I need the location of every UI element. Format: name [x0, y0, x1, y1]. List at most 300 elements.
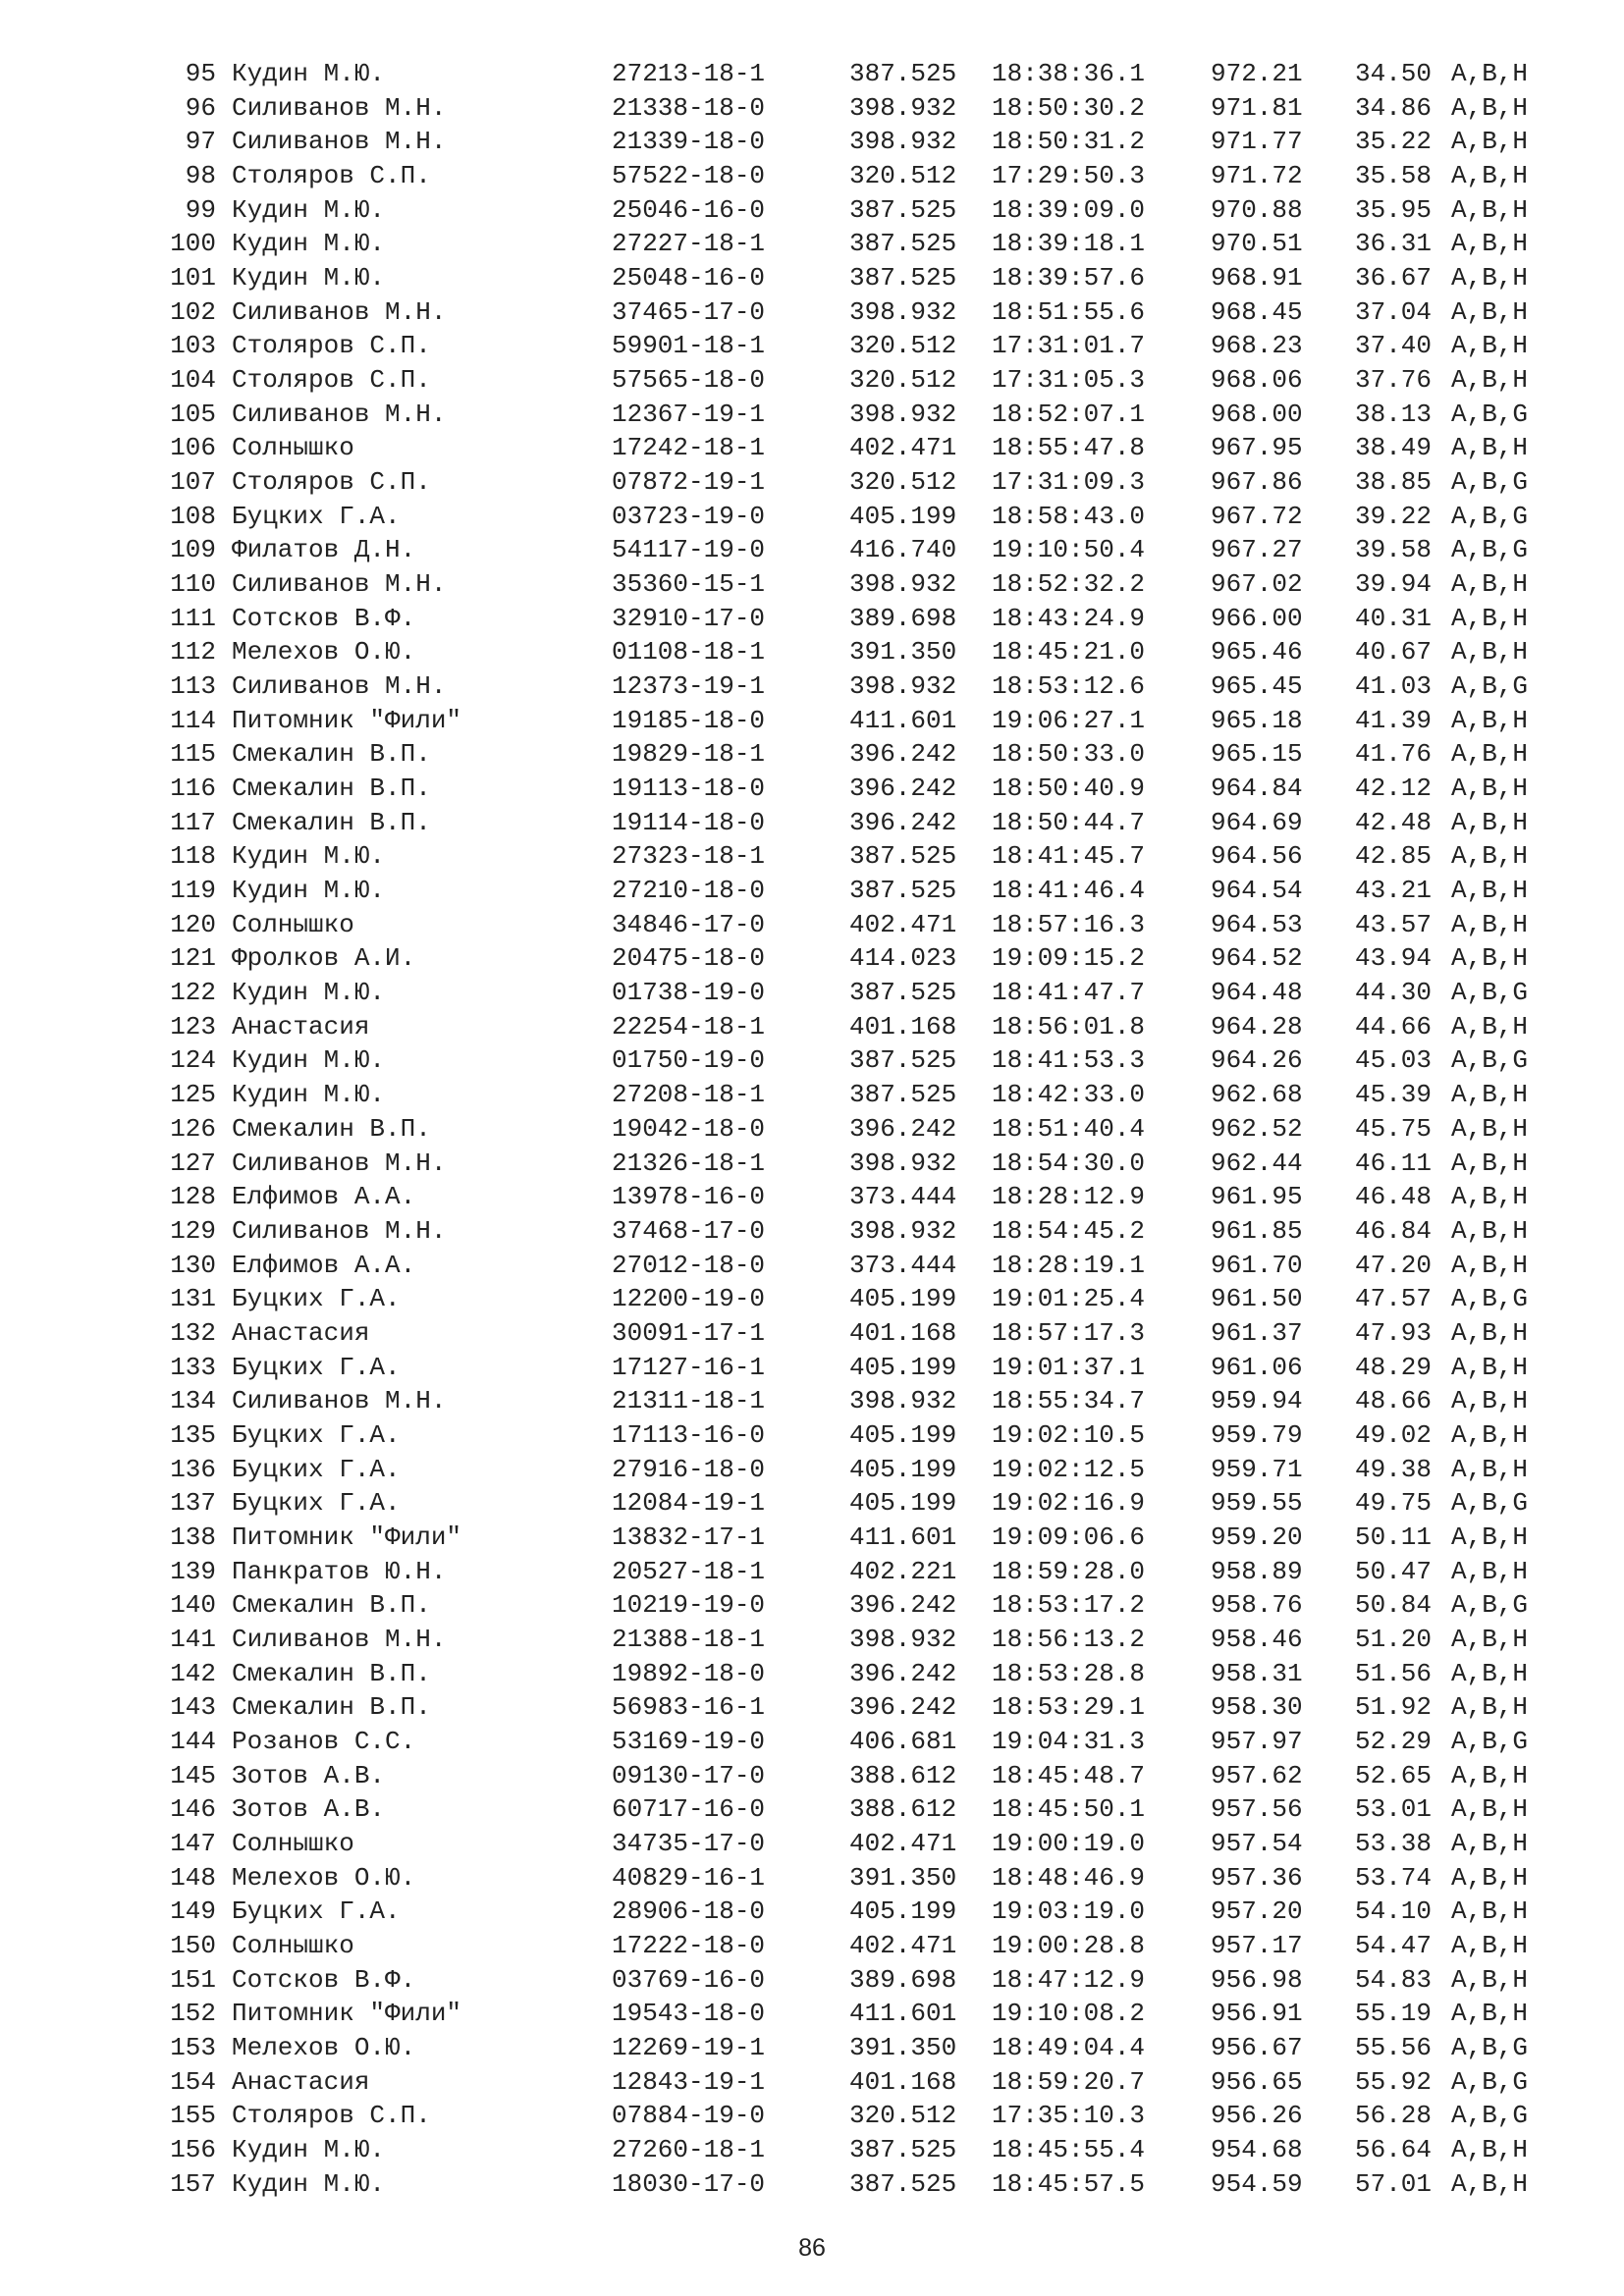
- cell-rank: 154: [170, 2066, 216, 2097]
- cell-percent: 50.11: [1355, 1522, 1433, 1552]
- cell-classes: A,B,H: [1451, 1828, 1529, 1858]
- cell-rank: 112: [170, 637, 216, 667]
- cell-speed: 962.44: [1211, 1148, 1303, 1178]
- cell-speed: 961.70: [1211, 1250, 1303, 1280]
- cell-ring-number: 01738-19-0: [612, 978, 766, 1008]
- cell-ring-number: 27012-18-0: [612, 1250, 766, 1280]
- cell-speed: 964.69: [1211, 807, 1303, 837]
- cell-speed: 957.97: [1211, 1726, 1303, 1756]
- cell-speed: 966.00: [1211, 603, 1303, 633]
- cell-owner-name: Смекалин В.П.: [232, 807, 431, 837]
- cell-arrival-time: 19:00:28.8: [992, 1930, 1146, 1960]
- cell-owner-name: Кудин М.Ю.: [232, 978, 386, 1008]
- cell-speed: 959.71: [1211, 1454, 1303, 1484]
- cell-classes: A,B,H: [1451, 909, 1529, 939]
- cell-owner-name: Буцких Г.А.: [232, 1896, 401, 1927]
- cell-distance: 405.199: [849, 1284, 957, 1314]
- cell-arrival-time: 18:55:47.8: [992, 433, 1146, 463]
- cell-percent: 42.48: [1355, 807, 1433, 837]
- cell-owner-name: Мелехов О.Ю.: [232, 2032, 416, 2062]
- cell-percent: 37.76: [1355, 365, 1433, 396]
- cell-arrival-time: 18:41:45.7: [992, 841, 1146, 872]
- cell-speed: 956.91: [1211, 1999, 1303, 2029]
- cell-rank: 101: [170, 263, 216, 294]
- cell-distance: 405.199: [849, 1454, 957, 1484]
- cell-arrival-time: 18:39:09.0: [992, 194, 1146, 225]
- cell-rank: 142: [170, 1658, 216, 1688]
- table-row: [0, 398, 1624, 432]
- cell-owner-name: Буцких Г.А.: [232, 501, 401, 531]
- cell-speed: 958.76: [1211, 1590, 1303, 1621]
- table-row: [0, 1623, 1624, 1657]
- cell-percent: 53.74: [1355, 1862, 1433, 1893]
- cell-percent: 36.31: [1355, 229, 1433, 259]
- cell-rank: 125: [170, 1080, 216, 1110]
- cell-rank: 143: [170, 1692, 216, 1723]
- cell-ring-number: 19185-18-0: [612, 705, 766, 735]
- cell-ring-number: 34846-17-0: [612, 909, 766, 939]
- cell-ring-number: 21311-18-1: [612, 1386, 766, 1416]
- cell-distance: 398.932: [849, 1148, 957, 1178]
- cell-speed: 954.68: [1211, 2134, 1303, 2164]
- cell-arrival-time: 19:01:25.4: [992, 1284, 1146, 1314]
- cell-rank: 98: [185, 161, 216, 191]
- cell-ring-number: 25046-16-0: [612, 194, 766, 225]
- cell-classes: A,B,H: [1451, 263, 1529, 294]
- cell-classes: A,B,H: [1451, 1352, 1529, 1382]
- cell-ring-number: 32910-17-0: [612, 603, 766, 633]
- cell-owner-name: Буцких Г.А.: [232, 1454, 401, 1484]
- cell-rank: 139: [170, 1556, 216, 1586]
- cell-owner-name: Кудин М.Ю.: [232, 194, 386, 225]
- cell-owner-name: Буцких Г.А.: [232, 1352, 401, 1382]
- cell-ring-number: 27208-18-1: [612, 1080, 766, 1110]
- cell-distance: 405.199: [849, 1896, 957, 1927]
- cell-classes: A,B,H: [1451, 194, 1529, 225]
- cell-ring-number: 59901-18-1: [612, 331, 766, 361]
- cell-distance: 414.023: [849, 943, 957, 974]
- cell-arrival-time: 18:53:29.1: [992, 1692, 1146, 1723]
- table-row: [0, 1112, 1624, 1147]
- cell-distance: 398.932: [849, 1215, 957, 1246]
- cell-percent: 39.94: [1355, 569, 1433, 600]
- cell-rank: 108: [170, 501, 216, 531]
- cell-owner-name: Столяров С.П.: [232, 2101, 431, 2131]
- cell-ring-number: 17113-16-0: [612, 1419, 766, 1450]
- cell-distance: 391.350: [849, 1862, 957, 1893]
- cell-arrival-time: 19:03:19.0: [992, 1896, 1146, 1927]
- cell-percent: 38.49: [1355, 433, 1433, 463]
- cell-arrival-time: 19:02:10.5: [992, 1419, 1146, 1450]
- table-row: [0, 1316, 1624, 1351]
- cell-distance: 411.601: [849, 705, 957, 735]
- cell-distance: 398.932: [849, 1624, 957, 1654]
- table-row: [0, 1521, 1624, 1555]
- cell-owner-name: Сотсков В.Ф.: [232, 603, 416, 633]
- cell-arrival-time: 18:50:31.2: [992, 127, 1146, 157]
- table-row: [0, 227, 1624, 261]
- cell-arrival-time: 18:52:32.2: [992, 569, 1146, 600]
- cell-arrival-time: 18:39:57.6: [992, 263, 1146, 294]
- table-row: [0, 1282, 1624, 1316]
- cell-percent: 49.02: [1355, 1419, 1433, 1450]
- table-row: [0, 976, 1624, 1010]
- cell-owner-name: Панкратов Ю.Н.: [232, 1556, 447, 1586]
- cell-speed: 968.91: [1211, 263, 1303, 294]
- cell-distance: 320.512: [849, 161, 957, 191]
- cell-percent: 47.93: [1355, 1317, 1433, 1348]
- cell-distance: 320.512: [849, 365, 957, 396]
- cell-speed: 967.02: [1211, 569, 1303, 600]
- cell-ring-number: 53169-19-0: [612, 1726, 766, 1756]
- cell-rank: 95: [185, 59, 216, 88]
- cell-ring-number: 03723-19-0: [612, 501, 766, 531]
- cell-ring-number: 54117-19-0: [612, 535, 766, 565]
- cell-owner-name: Смекалин В.П.: [232, 1113, 431, 1144]
- cell-owner-name: Силиванов М.Н.: [232, 1148, 447, 1178]
- cell-percent: 36.67: [1355, 263, 1433, 294]
- cell-distance: 398.932: [849, 569, 957, 600]
- cell-speed: 972.21: [1211, 59, 1303, 88]
- table-row: [0, 1588, 1624, 1623]
- cell-rank: 152: [170, 1999, 216, 2029]
- cell-percent: 41.76: [1355, 739, 1433, 770]
- cell-arrival-time: 18:57:16.3: [992, 909, 1146, 939]
- table-row: [0, 1180, 1624, 1214]
- cell-percent: 54.47: [1355, 1930, 1433, 1960]
- table-row: [0, 1997, 1624, 2031]
- cell-owner-name: Зотов А.В.: [232, 1794, 386, 1825]
- cell-rank: 147: [170, 1828, 216, 1858]
- cell-ring-number: 35360-15-1: [612, 569, 766, 600]
- cell-owner-name: Силиванов М.Н.: [232, 92, 447, 123]
- table-row: [0, 2133, 1624, 2167]
- table-row: [0, 329, 1624, 363]
- cell-ring-number: 12373-19-1: [612, 671, 766, 702]
- cell-speed: 956.65: [1211, 2066, 1303, 2097]
- table-row: [0, 125, 1624, 159]
- cell-rank: 136: [170, 1454, 216, 1484]
- table-row: [0, 2065, 1624, 2100]
- cell-speed: 961.50: [1211, 1284, 1303, 1314]
- cell-ring-number: 12084-19-1: [612, 1488, 766, 1519]
- cell-owner-name: Смекалин В.П.: [232, 1692, 431, 1723]
- cell-owner-name: Смекалин В.П.: [232, 739, 431, 770]
- cell-distance: 396.242: [849, 1113, 957, 1144]
- cell-distance: 387.525: [849, 2134, 957, 2164]
- table-row: [0, 1861, 1624, 1896]
- cell-percent: 43.57: [1355, 909, 1433, 939]
- cell-ring-number: 21388-18-1: [612, 1624, 766, 1654]
- cell-arrival-time: 18:50:44.7: [992, 807, 1146, 837]
- cell-arrival-time: 18:53:17.2: [992, 1590, 1146, 1621]
- cell-classes: A,B,H: [1451, 1692, 1529, 1723]
- cell-owner-name: Буцких Г.А.: [232, 1284, 401, 1314]
- table-row: [0, 2031, 1624, 2065]
- cell-ring-number: 18030-17-0: [612, 2168, 766, 2199]
- cell-owner-name: Кудин М.Ю.: [232, 59, 386, 88]
- cell-rank: 157: [170, 2168, 216, 2199]
- cell-speed: 957.36: [1211, 1862, 1303, 1893]
- cell-arrival-time: 18:53:12.6: [992, 671, 1146, 702]
- cell-arrival-time: 17:35:10.3: [992, 2101, 1146, 2131]
- cell-ring-number: 30091-17-1: [612, 1317, 766, 1348]
- cell-rank: 116: [170, 774, 216, 804]
- cell-percent: 46.48: [1355, 1182, 1433, 1212]
- cell-percent: 41.03: [1355, 671, 1433, 702]
- cell-arrival-time: 18:38:36.1: [992, 59, 1146, 88]
- cell-arrival-time: 18:50:33.0: [992, 739, 1146, 770]
- cell-distance: 396.242: [849, 774, 957, 804]
- cell-owner-name: Питомник "Фили": [232, 1522, 462, 1552]
- cell-ring-number: 19543-18-0: [612, 1999, 766, 2029]
- cell-rank: 153: [170, 2032, 216, 2062]
- cell-owner-name: Кудин М.Ю.: [232, 841, 386, 872]
- cell-classes: A,B,H: [1451, 127, 1529, 157]
- cell-distance: 373.444: [849, 1250, 957, 1280]
- cell-owner-name: Елфимов А.А.: [232, 1250, 416, 1280]
- cell-classes: A,B,G: [1451, 671, 1529, 702]
- cell-rank: 105: [170, 399, 216, 429]
- cell-rank: 133: [170, 1352, 216, 1382]
- cell-classes: A,B,H: [1451, 943, 1529, 974]
- cell-percent: 35.95: [1355, 194, 1433, 225]
- cell-owner-name: Буцких Г.А.: [232, 1488, 401, 1519]
- cell-speed: 968.23: [1211, 331, 1303, 361]
- cell-speed: 962.68: [1211, 1080, 1303, 1110]
- cell-owner-name: Кудин М.Ю.: [232, 2134, 386, 2164]
- cell-speed: 964.48: [1211, 978, 1303, 1008]
- cell-distance: 398.932: [849, 92, 957, 123]
- cell-ring-number: 09130-17-0: [612, 1760, 766, 1790]
- cell-speed: 964.26: [1211, 1045, 1303, 1076]
- cell-owner-name: Солнышко: [232, 433, 354, 463]
- cell-ring-number: 57565-18-0: [612, 365, 766, 396]
- cell-classes: A,B,H: [1451, 637, 1529, 667]
- cell-ring-number: 28906-18-0: [612, 1896, 766, 1927]
- cell-classes: A,B,H: [1451, 1624, 1529, 1654]
- cell-classes: A,B,G: [1451, 1045, 1529, 1076]
- table-row: [0, 465, 1624, 500]
- cell-percent: 56.28: [1355, 2101, 1433, 2131]
- cell-ring-number: 12269-19-1: [612, 2032, 766, 2062]
- cell-distance: 406.681: [849, 1726, 957, 1756]
- cell-arrival-time: 18:43:24.9: [992, 603, 1146, 633]
- cell-percent: 38.85: [1355, 467, 1433, 498]
- cell-classes: A,B,H: [1451, 161, 1529, 191]
- table-row: [0, 1486, 1624, 1521]
- cell-percent: 38.13: [1355, 399, 1433, 429]
- cell-speed: 956.67: [1211, 2032, 1303, 2062]
- cell-ring-number: 19114-18-0: [612, 807, 766, 837]
- cell-rank: 99: [185, 194, 216, 225]
- cell-ring-number: 12843-19-1: [612, 2066, 766, 2097]
- cell-ring-number: 21339-18-0: [612, 127, 766, 157]
- cell-owner-name: Силиванов М.Н.: [232, 296, 447, 327]
- cell-owner-name: Силиванов М.Н.: [232, 1624, 447, 1654]
- cell-speed: 958.46: [1211, 1624, 1303, 1654]
- cell-percent: 54.10: [1355, 1896, 1433, 1927]
- table-row: [0, 1759, 1624, 1793]
- cell-arrival-time: 17:31:01.7: [992, 331, 1146, 361]
- table-row: [0, 1384, 1624, 1418]
- cell-percent: 55.92: [1355, 2066, 1433, 2097]
- table-row: [0, 1827, 1624, 1861]
- table-row: [0, 737, 1624, 772]
- cell-ring-number: 57522-18-0: [612, 161, 766, 191]
- cell-owner-name: Кудин М.Ю.: [232, 2168, 386, 2199]
- cell-classes: A,B,H: [1451, 1182, 1529, 1212]
- cell-speed: 965.18: [1211, 705, 1303, 735]
- cell-ring-number: 12200-19-0: [612, 1284, 766, 1314]
- cell-percent: 45.75: [1355, 1113, 1433, 1144]
- cell-rank: 107: [170, 467, 216, 498]
- cell-arrival-time: 17:29:50.3: [992, 161, 1146, 191]
- cell-owner-name: Буцких Г.А.: [232, 1419, 401, 1450]
- cell-classes: A,B,G: [1451, 978, 1529, 1008]
- cell-owner-name: Солнышко: [232, 1828, 354, 1858]
- cell-classes: A,B,H: [1451, 1011, 1529, 1041]
- cell-rank: 144: [170, 1726, 216, 1756]
- cell-arrival-time: 18:39:18.1: [992, 229, 1146, 259]
- cell-percent: 48.29: [1355, 1352, 1433, 1382]
- page-number: 86: [798, 2234, 826, 2262]
- cell-speed: 956.26: [1211, 2101, 1303, 2131]
- cell-ring-number: 27210-18-0: [612, 876, 766, 906]
- cell-ring-number: 17127-16-1: [612, 1352, 766, 1382]
- table-row: [0, 941, 1624, 976]
- table-row: [0, 704, 1624, 738]
- cell-ring-number: 19829-18-1: [612, 739, 766, 770]
- cell-classes: A,B,H: [1451, 1658, 1529, 1688]
- cell-distance: 387.525: [849, 59, 957, 88]
- cell-speed: 958.31: [1211, 1658, 1303, 1688]
- cell-arrival-time: 18:49:04.4: [992, 2032, 1146, 2062]
- cell-classes: A,B,H: [1451, 2134, 1529, 2164]
- results-table: [0, 57, 1624, 2201]
- cell-percent: 51.20: [1355, 1624, 1433, 1654]
- cell-classes: A,B,H: [1451, 1148, 1529, 1178]
- cell-speed: 968.45: [1211, 296, 1303, 327]
- cell-rank: 155: [170, 2101, 216, 2131]
- cell-arrival-time: 18:51:55.6: [992, 296, 1146, 327]
- cell-owner-name: Кудин М.Ю.: [232, 876, 386, 906]
- cell-classes: A,B,G: [1451, 2032, 1529, 2062]
- cell-percent: 51.92: [1355, 1692, 1433, 1723]
- table-row: [0, 602, 1624, 636]
- cell-rank: 132: [170, 1317, 216, 1348]
- cell-owner-name: Кудин М.Ю.: [232, 1045, 386, 1076]
- cell-ring-number: 13832-17-1: [612, 1522, 766, 1552]
- cell-arrival-time: 17:31:09.3: [992, 467, 1146, 498]
- cell-speed: 956.98: [1211, 1964, 1303, 1995]
- table-row: [0, 1895, 1624, 1929]
- table-row: [0, 363, 1624, 398]
- cell-classes: A,B,G: [1451, 467, 1529, 498]
- cell-rank: 121: [170, 943, 216, 974]
- cell-speed: 971.77: [1211, 127, 1303, 157]
- cell-percent: 35.58: [1355, 161, 1433, 191]
- cell-classes: A,B,G: [1451, 1284, 1529, 1314]
- cell-ring-number: 20527-18-1: [612, 1556, 766, 1586]
- cell-rank: 96: [185, 92, 216, 123]
- cell-classes: A,B,H: [1451, 1386, 1529, 1416]
- cell-arrival-time: 17:31:05.3: [992, 365, 1146, 396]
- cell-percent: 53.01: [1355, 1794, 1433, 1825]
- cell-arrival-time: 18:48:46.9: [992, 1862, 1146, 1893]
- cell-ring-number: 40829-16-1: [612, 1862, 766, 1893]
- cell-rank: 100: [170, 229, 216, 259]
- cell-speed: 961.95: [1211, 1182, 1303, 1212]
- cell-rank: 118: [170, 841, 216, 872]
- cell-rank: 97: [185, 127, 216, 157]
- cell-ring-number: 27260-18-1: [612, 2134, 766, 2164]
- cell-distance: 387.525: [849, 1045, 957, 1076]
- cell-classes: A,B,H: [1451, 1964, 1529, 1995]
- cell-owner-name: Анастасия: [232, 1011, 370, 1041]
- cell-arrival-time: 18:59:20.7: [992, 2066, 1146, 2097]
- cell-rank: 146: [170, 1794, 216, 1825]
- cell-arrival-time: 18:45:55.4: [992, 2134, 1146, 2164]
- table-row: [0, 1792, 1624, 1827]
- cell-classes: A,B,H: [1451, 331, 1529, 361]
- cell-percent: 49.38: [1355, 1454, 1433, 1484]
- table-row: [0, 295, 1624, 330]
- cell-classes: A,B,H: [1451, 739, 1529, 770]
- cell-speed: 959.79: [1211, 1419, 1303, 1450]
- cell-distance: 398.932: [849, 1386, 957, 1416]
- cell-arrival-time: 18:59:28.0: [992, 1556, 1146, 1586]
- table-row: [0, 533, 1624, 567]
- cell-speed: 958.30: [1211, 1692, 1303, 1723]
- table-row: [0, 193, 1624, 228]
- cell-distance: 401.168: [849, 1011, 957, 1041]
- cell-ring-number: 19113-18-0: [612, 774, 766, 804]
- cell-ring-number: 07872-19-1: [612, 467, 766, 498]
- cell-owner-name: Мелехов О.Ю.: [232, 1862, 416, 1893]
- cell-arrival-time: 19:01:37.1: [992, 1352, 1146, 1382]
- cell-classes: A,B,H: [1451, 1760, 1529, 1790]
- cell-percent: 50.84: [1355, 1590, 1433, 1621]
- table-row: [0, 772, 1624, 806]
- cell-owner-name: Столяров С.П.: [232, 365, 431, 396]
- cell-speed: 962.52: [1211, 1113, 1303, 1144]
- cell-speed: 957.20: [1211, 1896, 1303, 1927]
- cell-classes: A,B,H: [1451, 1419, 1529, 1450]
- cell-speed: 961.85: [1211, 1215, 1303, 1246]
- cell-speed: 957.54: [1211, 1828, 1303, 1858]
- cell-rank: 127: [170, 1148, 216, 1178]
- cell-classes: A,B,H: [1451, 296, 1529, 327]
- cell-rank: 120: [170, 909, 216, 939]
- cell-percent: 45.03: [1355, 1045, 1433, 1076]
- cell-distance: 402.471: [849, 433, 957, 463]
- cell-distance: 388.612: [849, 1794, 957, 1825]
- cell-owner-name: Силиванов М.Н.: [232, 569, 447, 600]
- cell-distance: 405.199: [849, 501, 957, 531]
- cell-arrival-time: 18:28:19.1: [992, 1250, 1146, 1280]
- cell-percent: 54.83: [1355, 1964, 1433, 1995]
- cell-percent: 44.30: [1355, 978, 1433, 1008]
- cell-owner-name: Зотов А.В.: [232, 1760, 386, 1790]
- cell-distance: 402.221: [849, 1556, 957, 1586]
- cell-classes: A,B,H: [1451, 705, 1529, 735]
- table-row: [0, 806, 1624, 840]
- cell-classes: A,B,H: [1451, 1862, 1529, 1893]
- cell-arrival-time: 19:00:19.0: [992, 1828, 1146, 1858]
- cell-owner-name: Мелехов О.Ю.: [232, 637, 416, 667]
- cell-classes: A,B,G: [1451, 399, 1529, 429]
